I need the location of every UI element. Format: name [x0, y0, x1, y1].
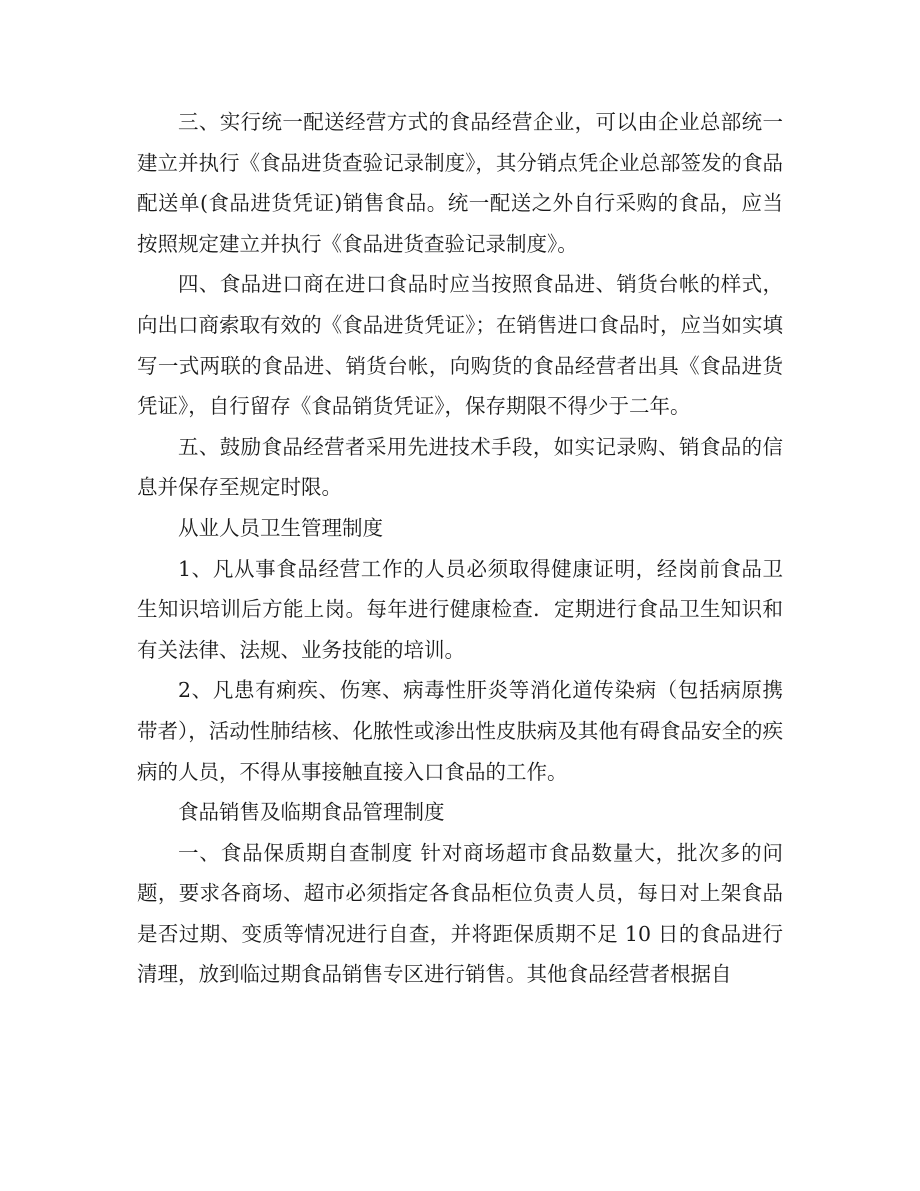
paragraph-item-four: 四、食品进口商在进口食品时应当按照食品进、销货台帐的样式，向出口商索取有效的《食品进货凭证》；在销售进口食品时，应当如实填写一式两联的食品进、销货台帐，向购货的食品经营者出具《食品进货凭证》，自行留存《食品销货凭证》，保存期限不得少于二年。 [137, 272, 783, 419]
paragraph-item-five: 五、鼓励食品经营者采用先进技术手段，如实记录购、销食品的信息并保存至规定时限。 [137, 434, 783, 500]
section-heading-staff-hygiene: 从业人员卫生管理制度 [178, 515, 383, 540]
paragraph-staff-rule-2: 2、凡患有痢疾、伤寒、病毒性肝炎等消化道传染病（包括病原携带者），活动性肺结核、化脓性或渗出性皮肤病及其他有碍食品安全的疾病的人员，不得从事接触直接入口食品的工作。 [137, 678, 783, 784]
section-heading-sales-expiry: 食品销售及临期食品管理制度 [178, 800, 445, 825]
paragraph-staff-rule-1: 1、凡从事食品经营工作的人员必须取得健康证明，经岗前食品卫生知识培训后方能上岗。每年进行健康检查．定期进行食品卫生知识和有关法律、法规、业务技能的培训。 [137, 556, 783, 662]
paragraph-expiry-rule-1: 一、食品保质期自查制度 针对商场超市食品数量大，批次多的问题，要求各商场、超市必须指定各食品柜位负责人员，每日对上架食品是否过期、变质等情况进行自查，并将距保质期不足 10 日的食品进行清理，放到临过期食品销售专区进行销售。其他食品经营者根据自 [137, 840, 783, 987]
paragraph-item-three: 三、实行统一配送经营方式的食品经营企业，可以由企业总部统一建立并执行《食品进货查验记录制度》，其分销点凭企业总部签发的食品配送单(食品进货凭证)销售食品。统一配送之外自行采购的食品，应当按照规定建立并执行《食品进货查验记录制度》。 [137, 110, 783, 256]
document-body [137, 102, 783, 995]
